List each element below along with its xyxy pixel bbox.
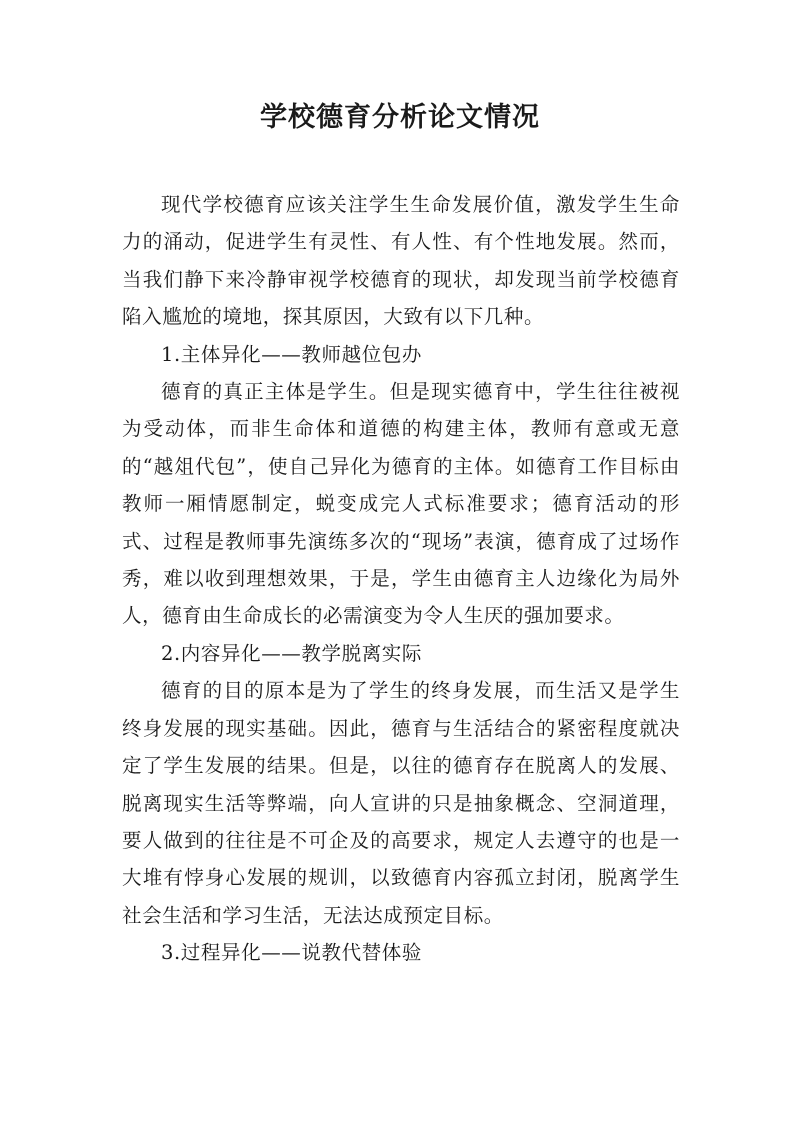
document-body: [122, 186, 680, 972]
paragraph-intro: 现代学校德育应该关注学生生命发展价值，激发学生生命力的涌动，促进学生有灵性、有人性、有个性地发展。然而，当我们静下来冷静审视学校德育的现状，却发现当前学校德育陷入尴尬的境地，探其原因，大致有以下几种。: [122, 193, 680, 329]
section-heading-2: 2.内容异化——教学脱离实际: [161, 641, 423, 665]
section-heading-3: 3.过程异化——说教代替体验: [161, 941, 423, 965]
paragraph-section-1: 德育的真正主体是学生。但是现实德育中，学生往往被视为受动体，而非生命体和道德的构建主体，教师有意或无意的“越俎代包”，使自己异化为德育的主体。如德育工作目标由教师一厢情愿制定，蜕变成完人式标准要求；德育活动的形式、过程是教师事先演练多次的“现场”表演，德育成了过场作秀，难以收到理想效果，于是，学生由德育主人边缘化为局外人，德育由生命成长的必需演变为令人生厌的强加要求。: [122, 380, 680, 628]
section-heading-1: 1.主体异化——教师越位包办: [161, 342, 423, 366]
paragraph-section-2: 德育的目的原本是为了学生的终身发展，而生活又是学生终身发展的现实基础。因此，德育与生活结合的紧密程度就决定了学生发展的结果。但是，以往的德育存在脱离人的发展、脱离现实生活等弊端，向人宣讲的只是抽象概念、空洞道理，要人做到的往往是不可企及的高要求，规定人去遵守的也是一大堆有悖身心发展的规训，以致德育内容孤立封闭，脱离学生社会生活和学习生活，无法达成预定目标。: [122, 679, 680, 927]
document-title: 学校德育分析论文情况: [260, 102, 540, 133]
